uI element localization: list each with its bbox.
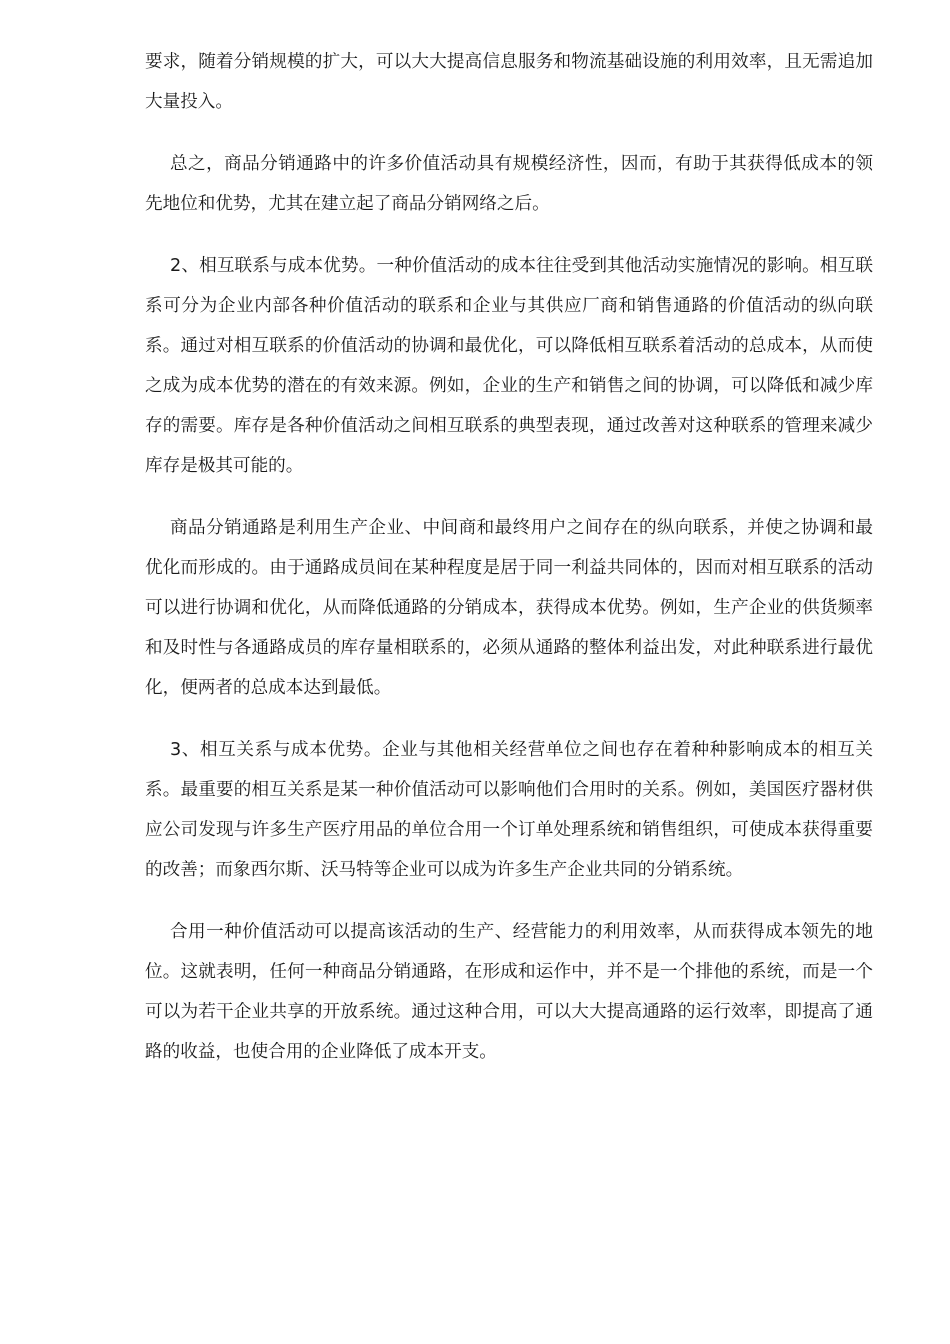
- paragraph-channel-linkage: 商品分销通路是利用生产企业、中间商和最终用户之间存在的纵向联系，并使之协调和最优化而形成的。由于通路成员间在某种程度是居于同一利益共同体的，因而对相互联系的活动可以进行协调和优化，从而降低通路的分销成本，获得成本优势。例如，生产企业的供货频率和及时性与各通路成员的库存量相联系的，必须从通路的整体利益出发，对此种联系进行最优化，便两者的总成本达到最低。: [145, 518, 873, 698]
- paragraph-section-3: 3、相互关系与成本优势。企业与其他相关经营单位之间也存在着种种影响成本的相互关系。最重要的相互关系是某一种价值活动可以影响他们合用时的关系。例如，美国医疗器材供应公司发现与许多生产医疗用品的单位合用一个订单处理系统和销售组织，可使成本获得重要的改善；而象西尔斯、沃马特等企业可以成为许多生产企业共同的分销系统。: [145, 740, 873, 880]
- paragraph-shared-activity: 合用一种价值活动可以提高该活动的生产、经营能力的利用效率，从而获得成本领先的地位。这就表明，任何一种商品分销通路，在形成和运作中，并不是一个排他的系统，而是一个可以为若干企业共享的开放系统。通过这种合用，可以大大提高通路的运行效率，即提高了通路的收益，也使合用的企业降低了成本开支。: [145, 922, 873, 1062]
- paragraph-summary: 总之，商品分销通路中的许多价值活动具有规模经济性，因而，有助于其获得低成本的领先地位和优势，尤其在建立起了商品分销网络之后。: [145, 154, 873, 214]
- paragraph-section-2: 2、相互联系与成本优势。一种价值活动的成本往往受到其他活动实施情况的影响。相互联系可分为企业内部各种价值活动的联系和企业与其供应厂商和销售通路的价值活动的纵向联系。通过对相互联系的价值活动的协调和最优化，可以降低相互联系着活动的总成本，从而使之成为成本优势的潜在的有效来源。例如，企业的生产和销售之间的协调，可以降低和减少库存的需要。库存是各种价值活动之间相互联系的典型表现，通过改善对这种联系的管理来减少库存是极其可能的。: [145, 256, 873, 476]
- document-body: [145, 42, 873, 1094]
- paragraph-continuation: 要求，随着分销规模的扩大，可以大大提高信息服务和物流基础设施的利用效率，且无需追加大量投入。: [145, 52, 873, 112]
